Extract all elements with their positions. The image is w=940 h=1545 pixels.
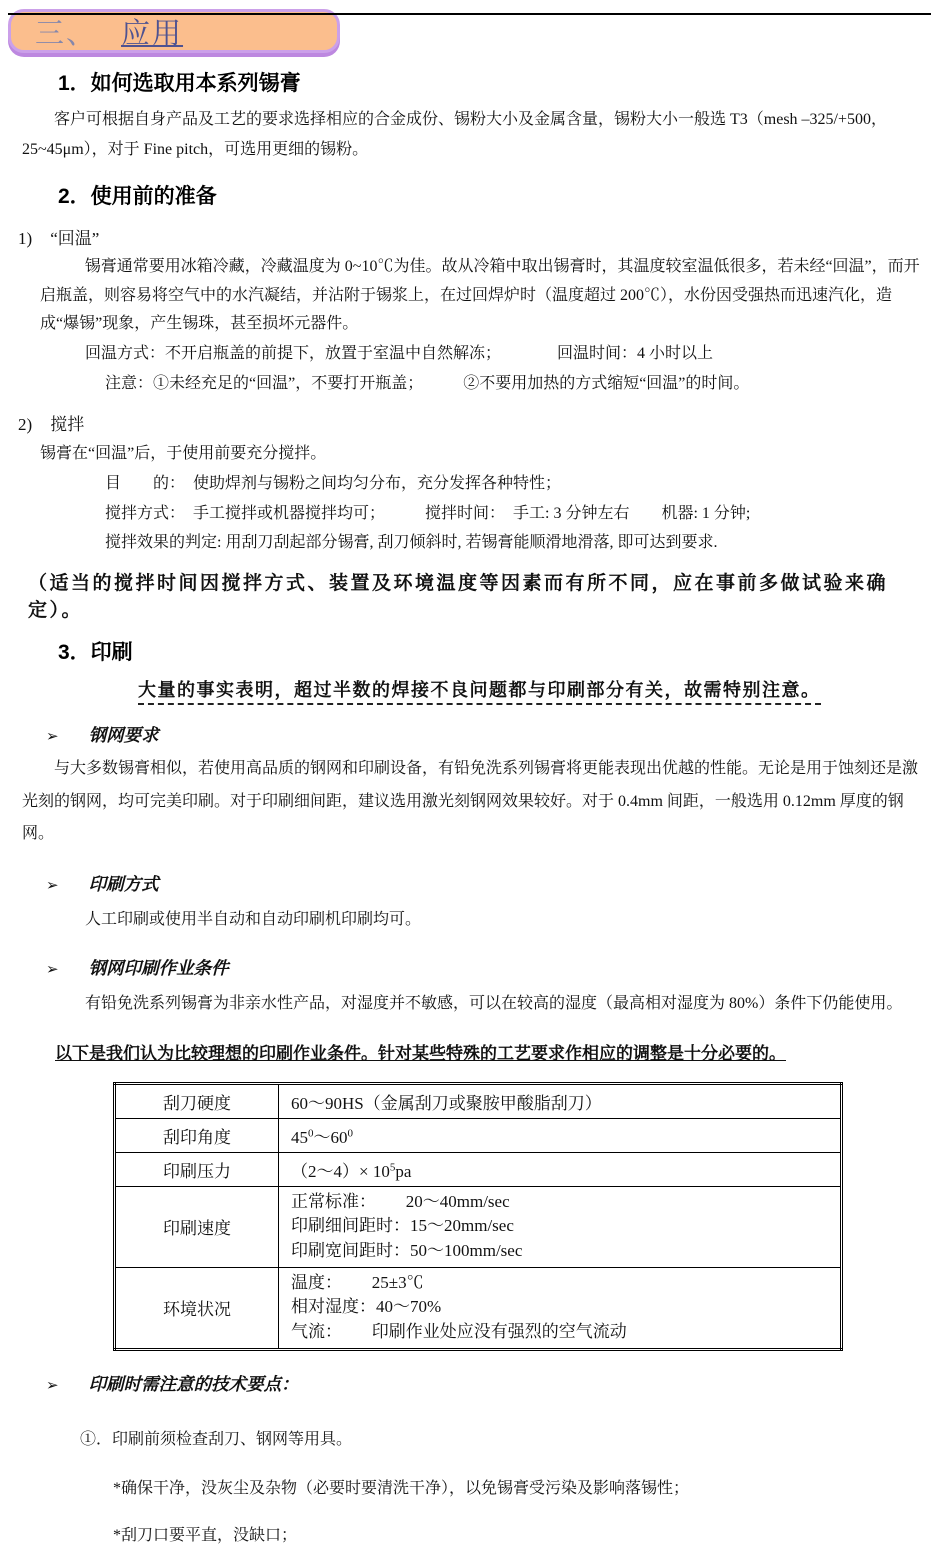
cell-print-angle-label: 刮印角度 <box>115 1118 279 1152</box>
list-number: 1) <box>18 228 33 248</box>
cell-print-angle-value <box>279 1118 842 1152</box>
list-item-stir <box>18 410 940 435</box>
cell-print-speed-value <box>279 1186 842 1267</box>
bullet-print-conditions <box>46 955 940 980</box>
bullet-title-print-method: 印刷方式 <box>88 874 159 895</box>
speed-normal: 正常标准： 20～40mm/sec <box>291 1191 510 1211</box>
bullet-title-print-conditions: 钢网印刷作业条件 <box>88 957 229 978</box>
line-rewarm-method: 回温方式：不开启瓶盖的前提下，放置于室温中自然解冻； 回温时间：4 小时以上 <box>85 345 714 363</box>
print-conditions-table <box>113 1082 843 1351</box>
point-check-tools: ①．印刷前须检查刮刀、钢网等用具。 <box>80 1430 353 1448</box>
arrow-bullet-icon: ➢ <box>46 959 59 978</box>
env-humidity: 相对湿度：40～70% <box>291 1297 442 1317</box>
table-row <box>115 1186 842 1267</box>
bullet-stencil-requirement <box>46 722 940 747</box>
ideal-conditions-line: 以下是我们认为比较理想的印刷作业条件。针对某些特殊的工艺要求作相应的调整是十分必要的。 <box>55 1043 786 1063</box>
cell-print-speed-label: 印刷速度 <box>115 1186 279 1267</box>
cell-squeegee-hardness-label: 刮刀硬度 <box>115 1083 279 1118</box>
bullet-title-stencil: 钢网要求 <box>88 724 159 745</box>
printing-notice-text: 大量的事实表明，超过半数的焊接不良问题都与印刷部分有关，故需特别注意。 <box>138 680 821 705</box>
point-blade-straight: *刮刀口要平直，没缺口； <box>113 1526 298 1544</box>
chapter-title: 应用 <box>121 17 184 50</box>
env-temperature: 温度： 25±3℃ <box>291 1272 424 1292</box>
speed-fine-pitch: 印刷细间距时：15～20mm/sec <box>291 1216 514 1236</box>
para-rewarm-body: 锡膏通常要用冰箱冷藏，冷藏温度为 0~10℃为佳。故从冷箱中取出锡膏时，其温度较室温低很多，若未经“回温”，而开启瓶盖，则容易将空气中的水汽凝结，并沾附于锡浆上，在过回焊炉时（温度超过 200℃），水份因受强热而迅速汽化，造成“爆锡”现象，产生锡珠，甚至损坏元器件。 <box>40 257 920 333</box>
angle-sup: 0 <box>308 1127 314 1140</box>
arrow-bullet-icon: ➢ <box>46 726 59 745</box>
point-keep-clean: *确保干净，没灰尘及杂物（必要时要清洗干净），以免锡膏受污染及影响落锡性； <box>113 1479 690 1497</box>
list-number: 2) <box>18 415 33 435</box>
chapter-header-box <box>8 9 340 53</box>
angle-text: 45 <box>291 1127 308 1147</box>
cell-environment-label: 环境状况 <box>115 1267 279 1349</box>
angle-text: ～60 <box>313 1127 348 1147</box>
pressure-text: （2～4）× 10 <box>291 1161 390 1181</box>
table-row <box>115 1083 842 1118</box>
note-stir-time: （适当的搅拌时间因搅拌方式、装置及环境温度等因素而有所不同，应在事前多做试验来确定）。 <box>28 572 889 621</box>
para-stencil-requirement: 与大多数锡膏相似，若使用高品质的钢网和印刷设备，有铅免洗系列锡膏将更能表现出优越的性能。无论是用于蚀刻还是激光刻的钢网，均可完美印刷。对于印刷细间距，建议选用激光刻钢网效果较好。对于 0.4mm 间距，一般选用 0.12mm 厚度的钢网。 <box>22 759 919 843</box>
printing-notice <box>138 676 940 702</box>
cell-squeegee-hardness-value: 60～90HS（金属刮刀或聚胺甲酸脂刮刀） <box>279 1083 842 1118</box>
heading-preparation: 2．使用前的准备 <box>58 184 217 208</box>
table-row <box>115 1267 842 1349</box>
angle-sup: 0 <box>347 1127 353 1140</box>
heading-printing: 3．印刷 <box>58 640 133 664</box>
bullet-print-method <box>46 871 940 896</box>
arrow-bullet-icon: ➢ <box>46 1375 59 1394</box>
pressure-sup: 5 <box>389 1161 396 1174</box>
arrow-bullet-icon: ➢ <box>46 876 59 895</box>
bullet-title-technical-points: 印刷时需注意的技术要点： <box>88 1373 299 1394</box>
line-stir-intro: 锡膏在“回温”后，于使用前要充分搅拌。 <box>40 445 327 463</box>
line-stir-method: 搅拌方式： 手工搅拌或机器搅拌均可； 搅拌时间： 手工: 3 分钟左右 机器: 1 分钟; <box>105 504 751 522</box>
table-row <box>115 1118 842 1152</box>
table-row <box>115 1152 842 1186</box>
top-rule <box>8 13 931 15</box>
document-page <box>0 9 940 1544</box>
para-select-paste: 客户可根据自身产品及工艺的要求选择相应的合金成份、锡粉大小及金属含量，锡粉大小一般选 T3（mesh –325/+500，25~45μm），对于 Fine pitch，可选用更细的锡粉。 <box>22 111 888 159</box>
chapter-number: 三、 <box>35 17 98 50</box>
list-item-rewarm <box>18 224 940 249</box>
para-print-conditions: 有铅免洗系列锡膏为非亲水性产品，对湿度并不敏感，可以在较高的湿度（最高相对湿度为 80%）条件下仍能使用。 <box>85 994 903 1012</box>
line-stir-purpose: 目 的： 使助焊剂与锡粉之间均匀分布，充分发挥各种特性； <box>105 474 562 492</box>
cell-environment-value <box>279 1267 842 1349</box>
para-print-method: 人工印刷或使用半自动和自动印刷机印刷均可。 <box>85 911 422 929</box>
list-title-stir: 搅拌 <box>50 415 85 435</box>
speed-wide-pitch: 印刷宽间距时：50～100mm/sec <box>291 1241 523 1260</box>
cell-print-pressure-label: 印刷压力 <box>115 1152 279 1186</box>
cell-print-pressure-value <box>279 1152 842 1186</box>
line-rewarm-caution: 注意：①未经充足的“回温”，不要打开瓶盖； ②不要用加热的方式缩短“回温”的时间。 <box>105 374 750 392</box>
pressure-text: pa <box>395 1161 412 1181</box>
env-airflow: 气流： 印刷作业处应没有强烈的空气流动 <box>291 1321 627 1341</box>
list-title-rewarm: “回温” <box>50 228 100 248</box>
line-stir-judge: 搅拌效果的判定: 用刮刀刮起部分锡膏, 刮刀倾斜时, 若锡膏能顺滑地滑落, 即可达到要求. <box>105 534 718 552</box>
heading-select-paste: 1．如何选取用本系列锡膏 <box>58 72 301 95</box>
bullet-technical-points <box>46 1371 940 1396</box>
